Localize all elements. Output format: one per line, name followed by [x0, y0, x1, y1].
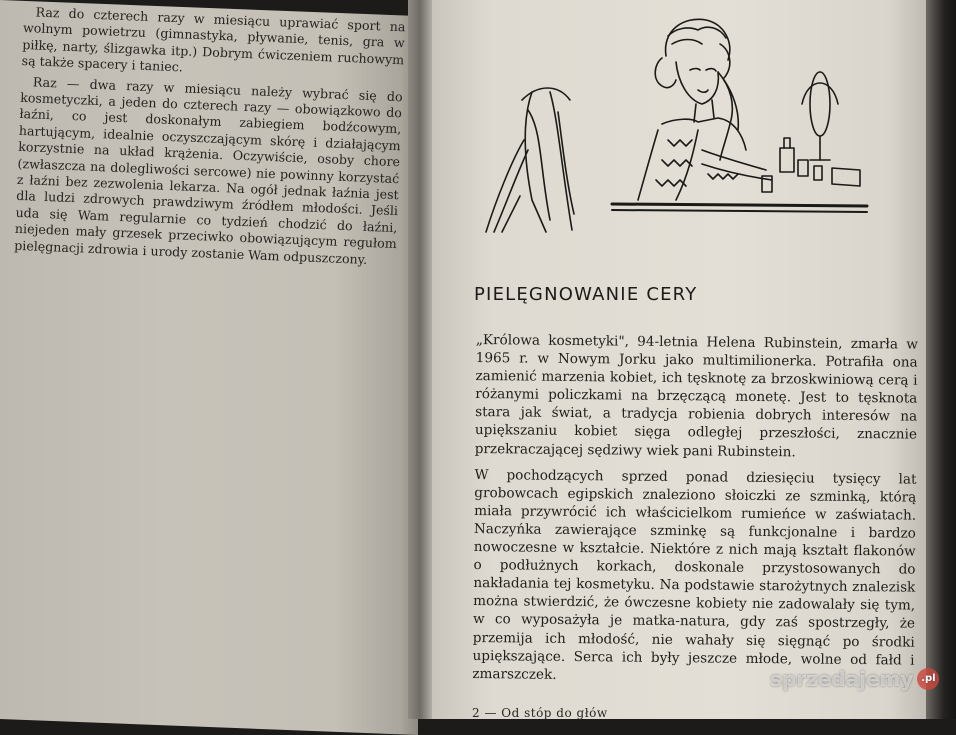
right-page-text	[472, 331, 918, 695]
chapter-title: PIELĘGNOWANIE CERY	[474, 284, 698, 305]
right-paragraph-2: W pochodzących sprzed ponad dziesięciu tysięcy lat grobowcach egipskich znaleziono słoiczki ze szminką, którą miała przywrócić ich właścicielkom rumieńce w zaświatach. Naczyńka zawierające szminkę są funkcjonalne i bardzo nowoczesne w kształcie. Niektóre z nich mają kształt flakonów o podłużnych korkach, doskonale przystosowanych do nakładania tej kosmetyku. Na podstawie starożytnych znalezisk można stwierdzić, że ówczesne kobiety nie zadowalały się tym, w co wyposażyła je matka-natura, gdy zaś spostrzegły, że przemija ich młodość, nie wahały się sięgnąć po środki upiększające. Serca ich były jeszcze młode, wolne od fałd i zmarszczek.	[472, 466, 917, 683]
page-footer: 2 — Od stóp do głów	[472, 706, 608, 720]
left-paragraph-1: Raz do czterech razy w miesiącu uprawiać sport na wolnym powietrzu (gimnastyka, pływanie, tenis, gra w piłkę, narty, ślizgawka itp.) Dobrym ćwiczeniem ruchowym są także spacery i taniec.	[21, 4, 406, 75]
background-edge	[926, 0, 956, 719]
left-paragraph-2: Raz — dwa razy w miesiącu należy wybrać się do kosmetyczki, a jeden do czterech razy — obowiązkowo do łaźni, co jest doskonałym zabiegiem bodźcowym, hartującym, idealnie oczyszczającym skórę i działającym korzystnie na układ krążenia. Oczywiście, osoby chore (zwłaszcza na dolegliwości sercowe) nie powinny korzystać z łaźni bez zezwolenia lekarza. Na ogół jednak łaźnia jest dla ludzi zdrowych prawdziwym źródłem młodości. Jeśli uda się Wam regularnie co tydzień chodzić do łaźni, niejeden mały grzesek przeciwko obowiązującym regułom pielęgnacji zdrowia i urody zostanie Wam odpuszczony.	[14, 74, 403, 267]
watermark-badge: .pl	[917, 668, 939, 690]
woman-at-vanity-illustration	[462, 0, 872, 236]
right-paragraph-1: „Królowa kosmetyki", 94-letnia Helena Rubinstein, zmarła w 1965 r. w Nowym Jorku jako multimilionerka. Potrafiła ona zamienić marzenia kobiet, ich tęsknotę za brzoskwiniową cerą i różanymi policzkami na brzęczącą monetę. Jest to tęsknota stara jak świat, a tradycja robienia dobrych interesów na upiększaniu kobiet sięga odległej przeszłości, znacznie przekraczającej sędziwy wiek pani Rubinstein.	[474, 331, 918, 460]
watermark-text: sprzedajemy	[770, 667, 914, 691]
left-page-text	[14, 4, 406, 273]
watermark	[770, 664, 939, 694]
